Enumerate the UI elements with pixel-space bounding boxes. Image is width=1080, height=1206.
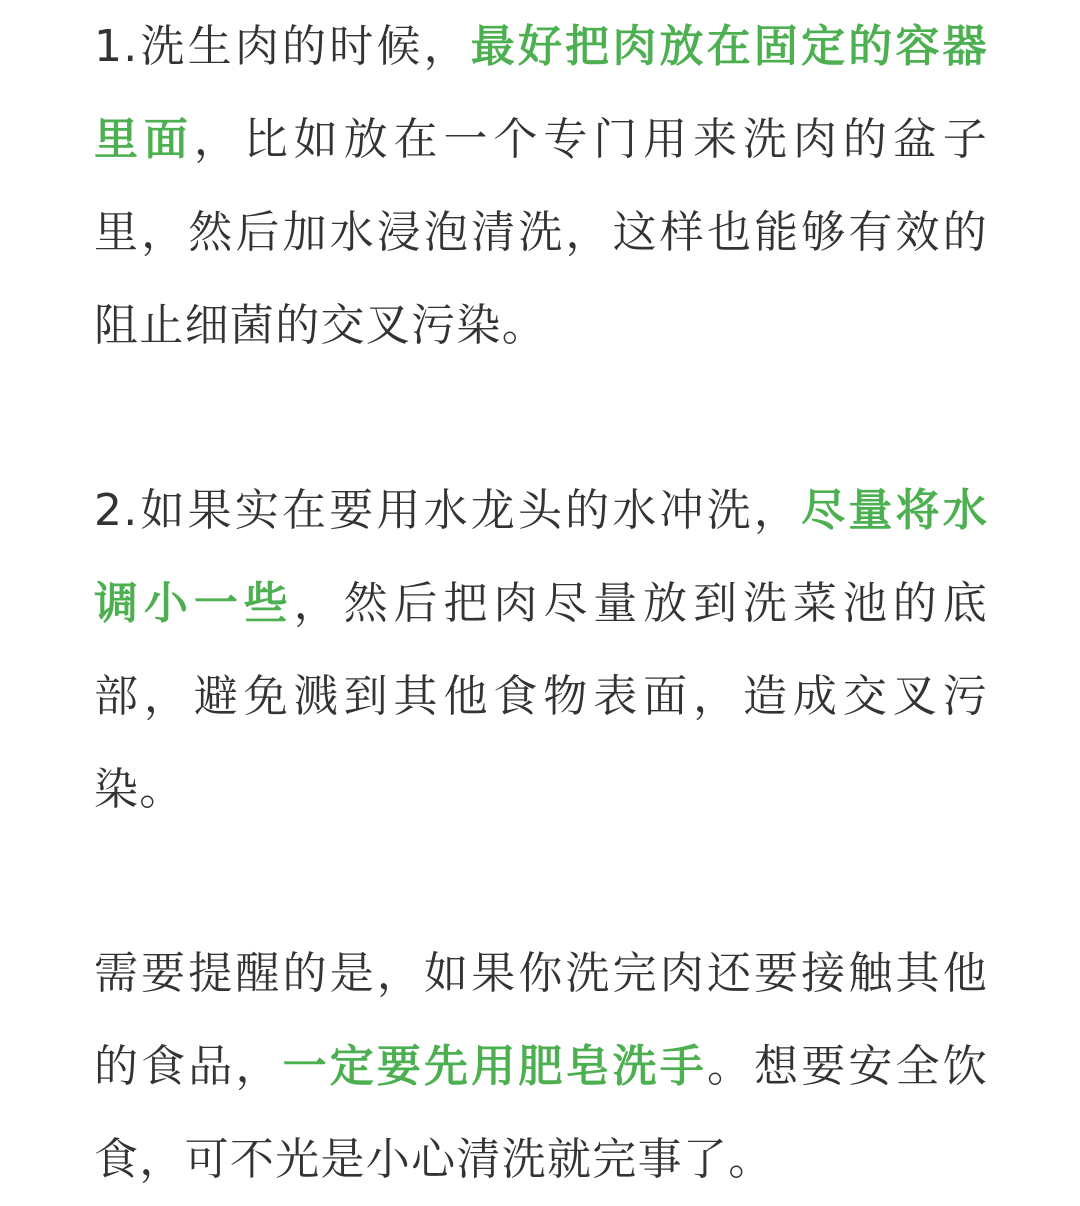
paragraph-text: ，然后把肉尽量放到洗菜池的底部，避免溅到其他食物表面，造成交叉污染。 (94, 578, 989, 815)
reminder-paragraph (94, 927, 988, 1206)
tip-paragraph-2 (94, 464, 988, 836)
highlighted-phrase: 一定要先用肥皂洗手 (282, 1041, 707, 1092)
paragraph-text: 2.如果实在要用水龙头的水冲洗， (94, 485, 802, 536)
paragraph-text: ，比如放在一个专门用来洗肉的盆子里，然后加水浸泡清洗，这样也能够有效的阻止细菌的交叉污染。 (94, 114, 988, 351)
highlighted-phrase: 尽量将水调小一些 (94, 485, 989, 629)
paragraph-text: 需要提醒的是，如果你洗完肉还要接触其他的食品， (94, 948, 988, 1092)
tip-paragraph-1 (94, 0, 988, 372)
paragraph-text: 1.洗生肉的时候， (94, 21, 471, 72)
paragraph-text: 。想要安全饮食，可不光是小心清洗就完事了。 (94, 1041, 988, 1185)
highlighted-phrase: 最好把肉放在固定的容器里面 (94, 21, 988, 165)
article-body (94, 0, 988, 1206)
